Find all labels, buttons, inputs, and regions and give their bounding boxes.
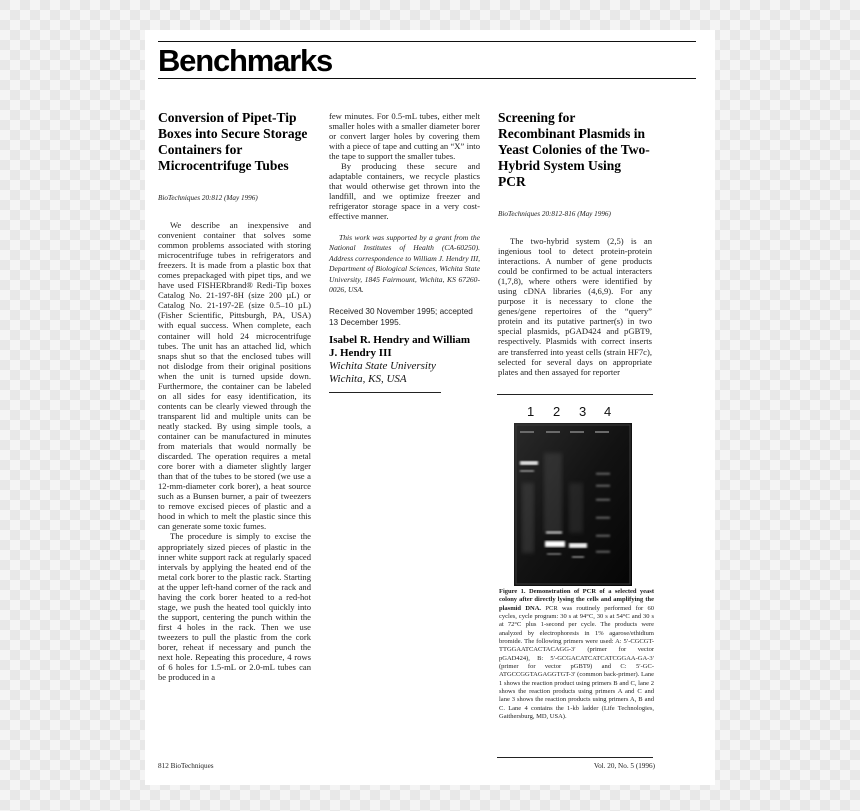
section-header: Benchmarks — [158, 43, 333, 78]
figure-caption-title: Figure 1. Demonstration of PCR of a selected yeast colony after directly lysing the cells and amplifying the plasmid DNA. — [499, 588, 654, 612]
article2-citation: BioTechniques 20:812-816 (May 1996) — [498, 210, 611, 218]
article1-title: Conversion of Pipet-Tip Boxes into Secure Storage Containers for Microcentrifuge Tubes — [158, 110, 308, 173]
article1-continuation-2: By producing these secure and adaptable containers, we recycle plastics that would otherwise get thrown into the landfill, and we optimize freezer and refrigerator storage space in a very cost-effective manner. — [329, 161, 480, 222]
lane-label-3: 3 — [579, 404, 587, 419]
article1-continuation-1: few minutes. For 0.5-mL tubes, either melt smaller holes with a smaller diameter borer or convert larger holes by covering them with a piece of tape and cutting an “X” into the tape to support the smaller tubes. — [329, 111, 480, 162]
article1-continuation — [329, 111, 480, 222]
gel-electrophoresis-image — [514, 423, 632, 586]
footer-page-number: 812 BioTechniques — [158, 762, 214, 770]
top-rule — [158, 41, 696, 42]
header-rule — [158, 78, 696, 79]
article1-affiliation-1: Wichita State University — [329, 359, 436, 372]
article1-affiliation-2: Wichita, KS, USA — [329, 372, 407, 385]
article2-title: Screening for Recombinant Plasmids in Yeast Colonies of the Two-Hybrid System Using PCR — [498, 110, 650, 189]
article1-support-note: This work was supported by a grant from the National Institutes of Health (CA-60250). Address correspondence to William J. Hendry III, Department of Biological Sciences, Wichita State University, 1845 Fairmount, Wichita, KS 67260-0026, USA. — [329, 232, 480, 295]
article1-body — [158, 220, 311, 682]
article1-received-date: Received 30 November 1995; accepted 13 December 1995. — [329, 306, 473, 327]
article1-paragraph-1: We describe an inexpensive and convenient container that solves some common problems associated with storing microcentrifuge tubes in refrigerators and freezers. It is made from a plastic box that comes prepackaged with pipet tips, and we have used FISHERbrand® Redi-Tip boxes Catalog No. 21-197-8H (size 200 µL) or Catalog No. 21-197-2E (size 0.5–10 µL) (Fisher Scientific, Pittsburgh, PA, USA) with equal success. When complete, each container will hold 24 microcentrifuge tubes. The unit has an attached lid, which snaps shut so that the enclosed tubes will not dislodge from their original positions when the unit is turned upside down. Furthermore, the container can be labeled on all sides for easy identification, its contents can be clearly viewed through the transparent lid and multiple units can be neatly stacked. By using simple tools, a container can be manufactured in minutes from materials that would normally be discarded. The operation requires a metal core borer with a diameter slightly larger than that of the tubes to be stored (we use a 12-mm-diameter cork borer), a heat source such as a Bunsen burner, a pair of tweezers to remove excised pieces of plastic and a hood in which to melt the plastic since this can generate some toxic fumes. — [158, 220, 311, 532]
lane-label-4: 4 — [604, 404, 612, 419]
column-3 — [498, 110, 652, 377]
article2-body — [498, 236, 652, 377]
footer-volume-info: Vol. 20, No. 5 (1996) — [593, 762, 655, 770]
column-1 — [158, 110, 311, 682]
lane-label-1: 1 — [527, 404, 535, 419]
column-2-end-rule — [329, 392, 441, 393]
figure-caption-text: PCR was routinely performed for 60 cycles, cycle program: 30 s at 94°C, 30 s at 54°C and 30 s at 72°C plus 1-second per cycle. The products were analyzed by electrophoresis in 1% agarose/ethidium bromide. The following primers were used: A: 5′-CGCGT-TTGGAATCACTACAGG-3′ (primer for vector pGAD424), B: 5′-GCGACATCATCATCGGAA-GA-3′ (primer for vector pGBT9) and C: 5′-GC-ATGCCGGTAGAGGTGT-3′ (common back-primer). Lane 1 shows the reaction product using primers B and C, lane 2 shows the reaction products using primers A and C and lane 3 shows the reaction products using primers A, B and C. Lane 4 contains the 1-kb ladder (Life Technologies, Gaithersburg, MD, USA). — [499, 604, 654, 721]
article1-citation: BioTechniques 20:812 (May 1996) — [158, 194, 258, 202]
journal-page — [145, 30, 715, 785]
gel-lane-labels — [527, 404, 627, 420]
column-2 — [329, 111, 480, 393]
figure-caption — [499, 588, 654, 722]
lane-label-2: 2 — [553, 404, 561, 419]
article1-authors: Isabel R. Hendry and William J. Hendry III — [329, 333, 471, 359]
article1-paragraph-2: The procedure is simply to excise the appropriately sized pieces of plastic in the inner white support rack at regularly spaced intervals by applying the heated end of the metal cork borer to the plastic rack. Starting at the upper left-hand corner of the rack and having the cork borer heated to a red-hot stage, we push the heated tool quickly into the support, centering the punch within the first 4 holes in the rack. Then we use tweezers to pull the plastic from the cork borer, reheat if necessary and punch the next hole. Repeating this procedure, 4 rows of 6 holes for 1.5-mL or 2.0-mL tubes can be produced in a — [158, 531, 311, 683]
article2-paragraph-1: The two-hybrid system (2,5) is an ingenious tool to detect protein-protein interactions. A number of gene products could be confirmed to be actual interacters (1,7,8), where others were identified by using cDNA libraries (4,6,9). For any purpose it is necessary to clone the genes/gene repertoires of the “query” protein and its putative partner(s) in two special plasmids, pGAD424 and pGBT9, respectively. Plasmids with correct inserts are transferred into yeast cells (strain HF7c), selected for several days on appropriate plates and then assayed for reporter — [498, 236, 652, 377]
